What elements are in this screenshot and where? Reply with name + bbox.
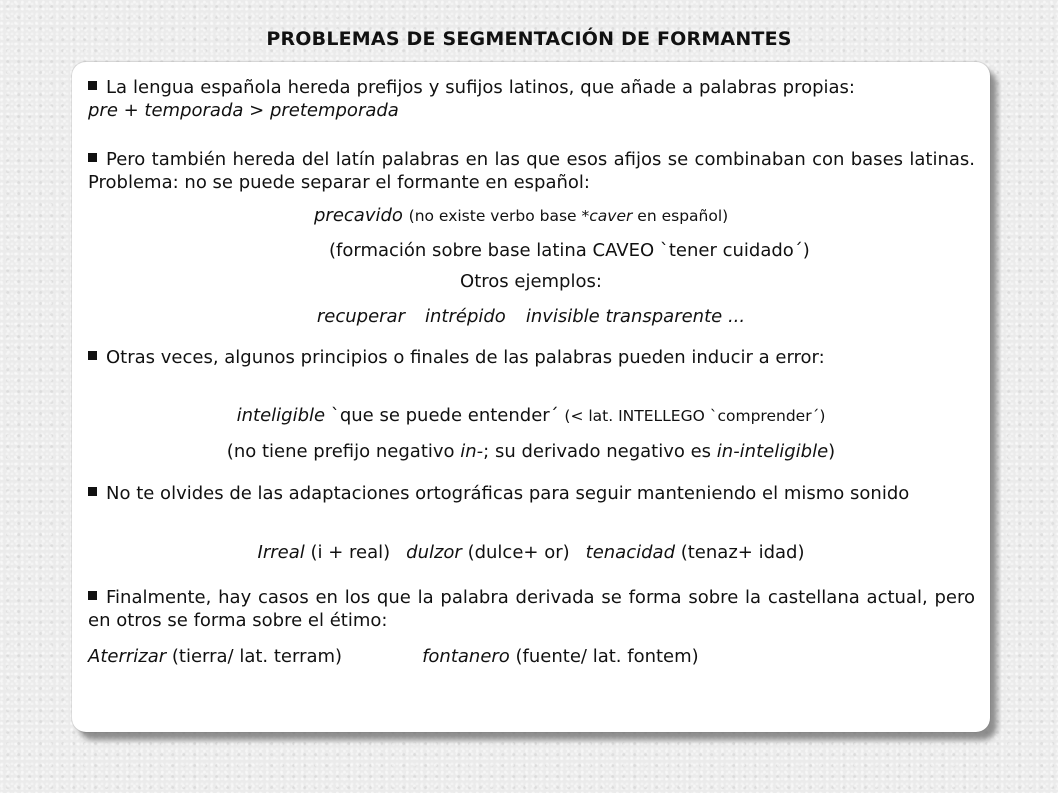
paragraph-5-examples: Aterrizar (tierra/ lat. terram) fontanero (fuente/ lat. fontem) (88, 646, 699, 667)
paragraph-1-example: pre + temporada > pretemporada (88, 100, 399, 121)
negative-note: (no tiene prefijo negativo in-; su derivado negativo es in-inteligible) (226, 441, 836, 462)
bullet-icon (88, 153, 97, 162)
page-title: PROBLEMAS DE SEGMENTACIÓN DE FORMANTES (266, 28, 792, 50)
example-word: invisible transparente ... (525, 306, 746, 327)
paragraph-2-example (314, 204, 1058, 228)
example-etymology: (< lat. INTELLEGO `comprender´) (564, 407, 826, 425)
paragraph-1-text: La lengua española hereda prefijos y sufijos latinos, que añade a palabras propias: (106, 77, 855, 98)
paragraph-5 (88, 586, 975, 632)
paragraph-4-examples: Irreal (i + real) dulzor (dulce+ or) tenacidad (tenaz+ idad) (257, 542, 805, 563)
example-note: (no existe verbo base *caver en español) (408, 207, 729, 225)
paragraph-3-example (72, 404, 990, 428)
bullet-icon (88, 487, 97, 496)
paragraph-3 (88, 346, 975, 369)
paragraph-3-text: Otras veces, algunos principios o finales de las palabras pueden inducir a error: (106, 347, 825, 368)
paragraph-2 (88, 148, 975, 194)
bullet-icon (88, 591, 97, 600)
example-word: recuperar (316, 306, 405, 327)
others-examples (72, 305, 990, 328)
bullet-icon (88, 81, 97, 90)
bullet-icon (88, 351, 97, 360)
example-word: precavido (314, 205, 403, 226)
paragraph-1 (88, 76, 975, 122)
paragraph-2-text: Pero también hereda del latín palabras en las que esos afijos se combinaban con bases latinas. Problema: no se puede separar el formante en español: (88, 149, 975, 193)
paragraph-5-text: Finalmente, hay casos en los que la palabra derivada se forma sobre la castellana actual, pero en otros se forma sobre el étimo: (88, 587, 975, 631)
example-gloss: `que se puede entender´ (325, 405, 565, 426)
others-label: Otros ejemplos: (460, 271, 602, 292)
example-word: inteligible (236, 405, 326, 426)
formation-note: (formación sobre base latina CAVEO `tener cuidado´) (329, 240, 810, 261)
example-word: intrépido (425, 306, 506, 327)
paragraph-4-text: No te olvides de las adaptaciones ortográficas para seguir manteniendo el mismo sonido (106, 483, 910, 504)
paragraph-4 (88, 482, 975, 505)
